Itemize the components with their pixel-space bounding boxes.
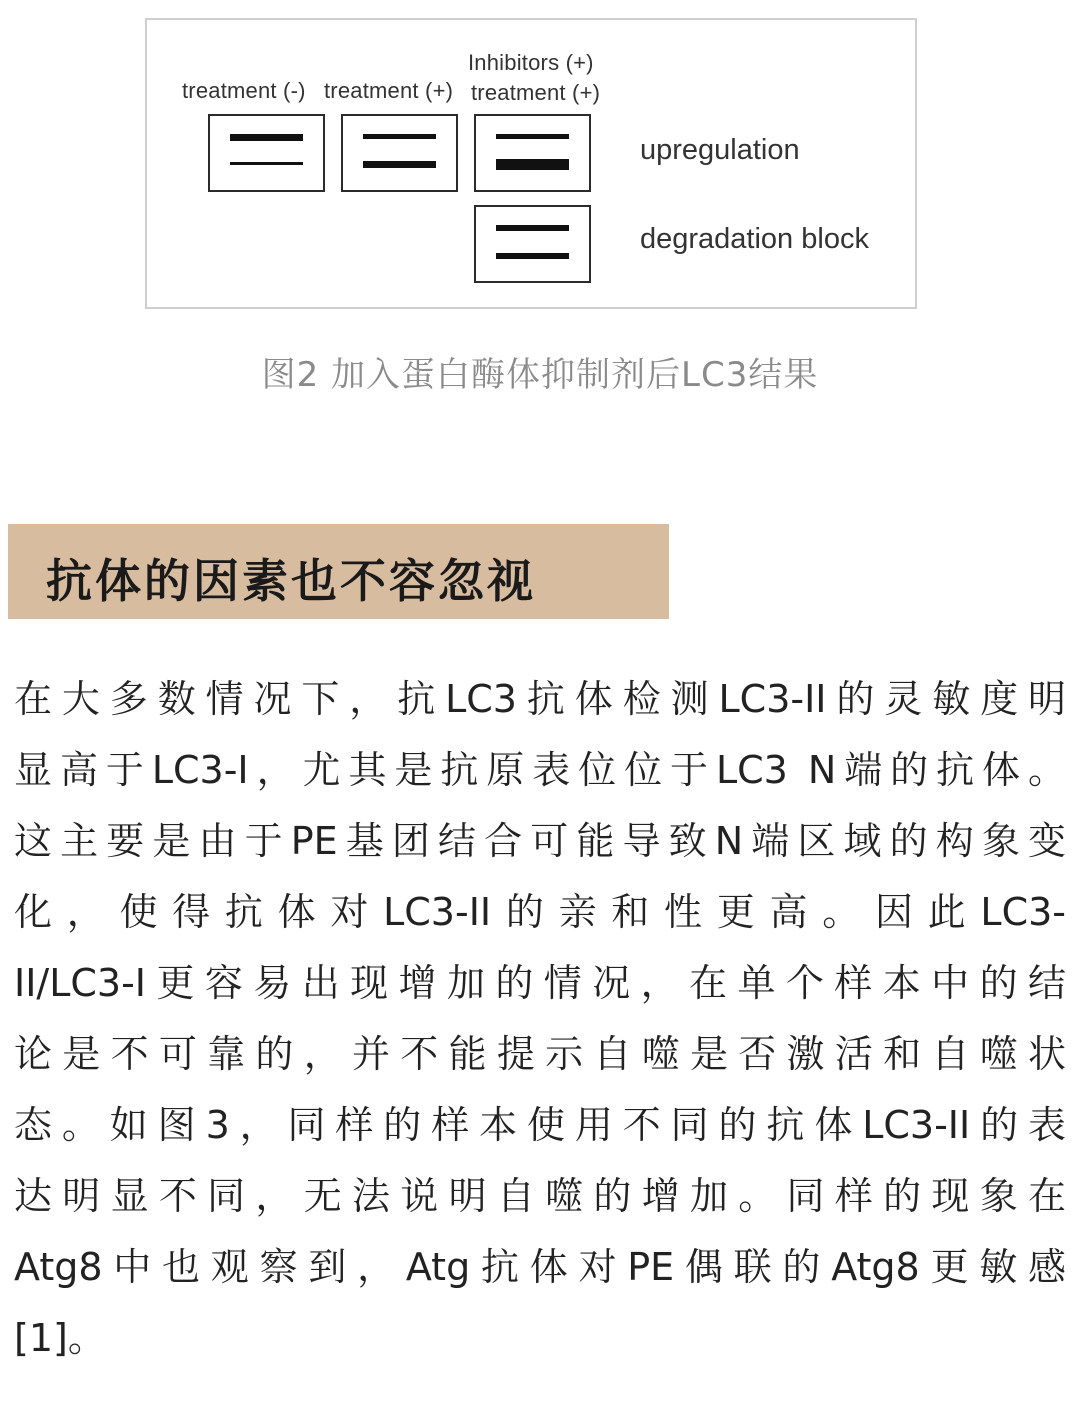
section-title: 抗体的因素也不容忽视	[46, 554, 536, 608]
blot-band	[363, 134, 436, 139]
paragraph-line: 化，使得抗体对LC3-II的亲和性更高。因此LC3-	[14, 890, 1066, 934]
blot-band	[496, 225, 569, 231]
blot-degradation-block	[474, 205, 591, 283]
blot-band	[496, 159, 569, 170]
blot-band	[363, 161, 436, 168]
inhibitors-label: Inhibitors (+)	[468, 50, 594, 75]
paragraph-line: 态。如图3，同样的样本使用不同的抗体LC3-II的表	[14, 1103, 1066, 1147]
paragraph-line: Atg8中也观察到，Atg抗体对PE偶联的Atg8更敏感	[14, 1245, 1066, 1289]
upregulation-label: upregulation	[640, 134, 800, 166]
paragraph-line: II/LC3-I更容易出现增加的情况，在单个样本中的结	[14, 961, 1066, 1005]
treatment-plus-inhibitor-label: treatment (+)	[471, 80, 601, 105]
paragraph-line: 显高于LC3-I，尤其是抗原表位位于LC3 N端的抗体。	[14, 748, 1066, 792]
treatment-minus-label: treatment (-)	[182, 78, 306, 103]
treatment-plus-label: treatment (+)	[324, 78, 454, 103]
blot-band	[496, 253, 569, 259]
blot-upregulation	[474, 114, 591, 192]
paragraph-line: 在大多数情况下，抗LC3抗体检测LC3-II的灵敏度明	[14, 677, 1066, 721]
degradation-block-label: degradation block	[640, 223, 869, 255]
blot-band	[496, 134, 569, 139]
paragraph-line: 这主要是由于PE基团结合可能导致N端区域的构象变	[14, 819, 1066, 863]
western-blot-figure	[145, 18, 917, 309]
paragraph-line: 达明显不同，无法说明自噬的增加。同样的现象在	[14, 1174, 1066, 1218]
paragraph-line: 论是不可靠的，并不能提示自噬是否激活和自噬状	[14, 1032, 1066, 1076]
figure-caption: 图2 加入蛋白酶体抑制剂后LC3结果	[261, 355, 819, 395]
blot-treatment	[341, 114, 458, 192]
paragraph-line: [1]。	[14, 1316, 106, 1360]
blot-band	[230, 134, 303, 141]
blot-band	[230, 162, 303, 165]
blot-control	[208, 114, 325, 192]
section-header	[8, 524, 669, 619]
